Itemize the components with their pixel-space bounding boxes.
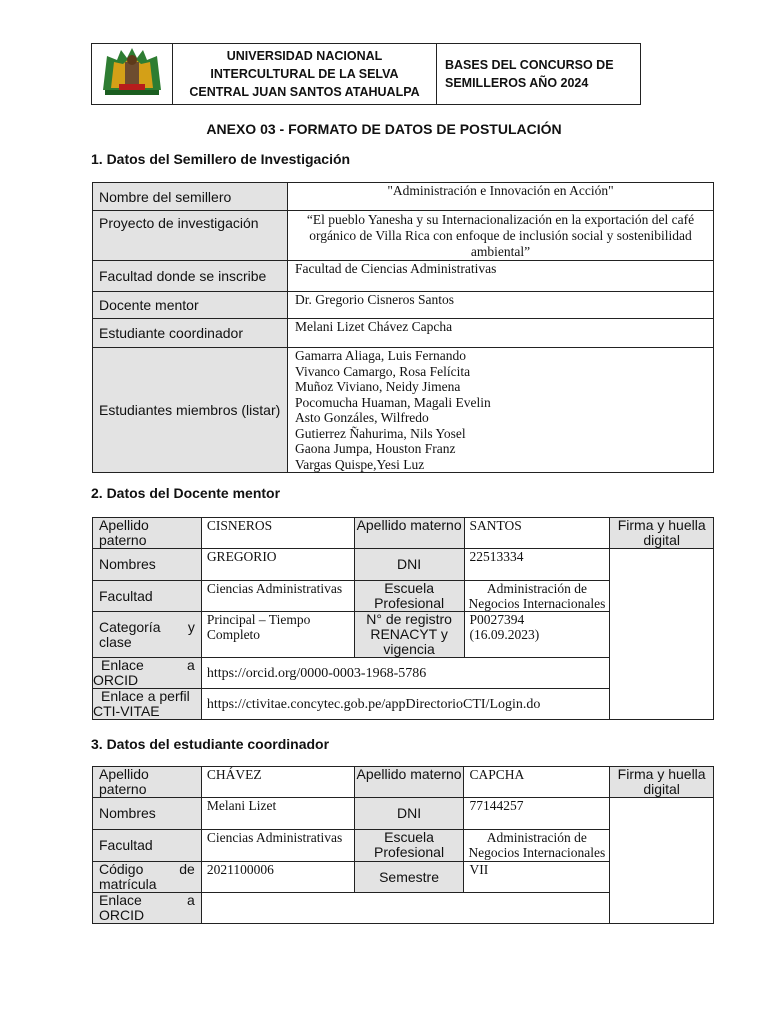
contest-bases-title [437,44,641,105]
list-item: Muñoz Viviano, Neidy Jimena [295,379,461,394]
doc-apellido-paterno-label: Apellido paterno [93,518,202,549]
semillero-table [92,182,714,473]
estudiante-coordinador-label: Estudiante coordinador [93,319,288,348]
bases-line-1: BASES DEL CONCURSO DE [445,58,614,72]
renacyt-date: (16.09.2023) [469,627,540,642]
a-word: a [187,892,195,908]
list-item: Gamarra Aliaga, Luis Fernando [295,348,466,363]
est-escuela-value: Administración de Negocios Internacionales [464,830,610,862]
doc-apellido-paterno-value: CISNEROS [201,518,354,549]
list-item: Gutierrez Ñahurima, Nils Yosel [295,425,466,441]
section3-heading: 3. Datos del estudiante coordinador [91,736,330,752]
est-apellido-materno-label: Apellido materno [354,767,464,798]
proyecto-label: Proyecto de investigación [93,211,288,261]
docente-table [92,517,714,720]
doc-escuela-value: Administración de Negocios Internacionales [464,581,610,612]
estudiante-coordinador-value: Melani Lizet Chávez Capcha [288,319,714,348]
categoria-word: Categoría [99,618,161,635]
ctivitae-word: CTI-VITAE [93,703,160,719]
est-nombres-value: Melani Lizet [201,798,354,830]
list-item: Asto Gonzáles, Wilfredo [295,410,429,425]
est-dni-value: 77144257 [464,798,610,830]
list-item: Vivanco Camargo, Rosa Felícita [295,363,471,379]
enlace-perfil-word: Enlace a perfil [101,688,190,704]
doc-orcid-link[interactable]: https://orcid.org/0000-0003-1968-5786 [201,658,610,689]
miembros-list [288,348,714,473]
est-apellido-materno-value: CAPCHA [464,767,610,798]
est-apellido-paterno-value: CHÁVEZ [201,767,354,798]
doc-ctivitae-link[interactable]: https://ctivitae.concytec.gob.pe/appDirectorioCTI/Login.do [201,689,610,720]
university-name [173,44,437,105]
est-codigo-label [93,862,202,893]
est-firma-box[interactable] [610,798,714,924]
est-firma-label: Firma y huella digital [610,767,714,798]
y-word: y [187,618,195,635]
docente-mentor-label: Docente mentor [93,292,288,319]
est-facultad-label: Facultad [93,830,202,862]
codigo-word: Código [99,861,144,877]
university-line-3: CENTRAL JUAN SANTOS ATAHUALPA [189,85,420,99]
renacyt-code: P0027394 [469,612,525,627]
doc-nombres-label: Nombres [93,549,202,581]
doc-apellido-materno-label: Apellido materno [354,518,464,549]
list-item: Pocomucha Huaman, Magali Evelin [295,394,491,410]
est-apellido-paterno-label: Apellido paterno [93,767,202,798]
doc-nombres-value: GREGORIO [201,549,354,581]
nombre-semillero-label: Nombre del semillero [93,183,288,211]
doc-firma-box[interactable] [610,549,714,720]
doc-orcid-label [93,658,202,689]
docente-mentor-value: Dr. Gregorio Cisneros Santos [288,292,714,319]
doc-firma-label: Firma y huella digital [610,518,714,549]
proyecto-value: “El pueblo Yanesha y su Internacionalización en la exportación del café orgánico de Villa Rica con enfoque de inclusión social y sostenibilidad ambiental” [288,211,714,261]
de-word: de [179,861,195,877]
doc-ctivitae-label [93,689,202,720]
est-codigo-value: 2021100006 [201,862,354,893]
est-escuela-label: Escuela Profesional [354,830,464,862]
bases-line-2: SEMILLEROS AÑO 2024 [445,76,589,90]
university-crest-icon [101,46,163,98]
clase-word: clase [99,633,132,650]
orcid-word: ORCID [99,907,145,923]
a-word: a [187,657,195,673]
doc-facultad-value: Ciencias Administrativas [201,581,354,612]
doc-categoria-label [93,612,202,658]
page-title: ANEXO 03 - FORMATO DE DATOS DE POSTULACIÓN [206,121,562,137]
enlace-word: Enlace [101,657,144,673]
doc-escuela-label: Escuela Profesional [354,581,464,612]
university-line-2: INTERCULTURAL DE LA SELVA [210,67,399,81]
doc-apellido-materno-value: SANTOS [464,518,610,549]
doc-dni-label: DNI [354,549,464,581]
doc-categoria-value: Principal – Tiempo Completo [201,612,354,658]
enlace-word: Enlace [99,892,142,908]
university-line-1: UNIVERSIDAD NACIONAL [226,49,383,63]
est-facultad-value: Ciencias Administrativas [201,830,354,862]
est-orcid-field[interactable] [201,893,609,924]
facultad-label: Facultad donde se inscribe [93,261,288,292]
section2-heading: 2. Datos del Docente mentor [91,485,281,501]
est-semestre-label: Semestre [354,862,464,893]
est-dni-label: DNI [354,798,464,830]
nombre-semillero-value: "Administración e Innovación en Acción" [288,183,714,211]
section1-heading: 1. Datos del Semillero de Investigación [91,151,351,167]
doc-renacyt-value [464,612,610,658]
facultad-value: Facultad de Ciencias Administrativas [288,261,714,292]
list-item: Gaona Jumpa, Houston Franz [295,441,456,456]
list-item: Vargas Quispe,Yesi Luz [295,456,425,472]
miembros-label: Estudiantes miembros (listar) [93,348,288,473]
est-orcid-label [93,893,202,924]
matricula-word: matrícula [99,876,157,892]
doc-renacyt-label: N° de registro RENACYT y vigencia [354,612,464,658]
document-header [91,43,641,105]
logo-cell [92,44,173,105]
est-nombres-label: Nombres [93,798,202,830]
orcid-word: ORCID [93,672,139,688]
doc-facultad-label: Facultad [93,581,202,612]
doc-dni-value: 22513334 [464,549,610,581]
est-semestre-value: VII [464,862,610,893]
estudiante-table [92,766,714,924]
